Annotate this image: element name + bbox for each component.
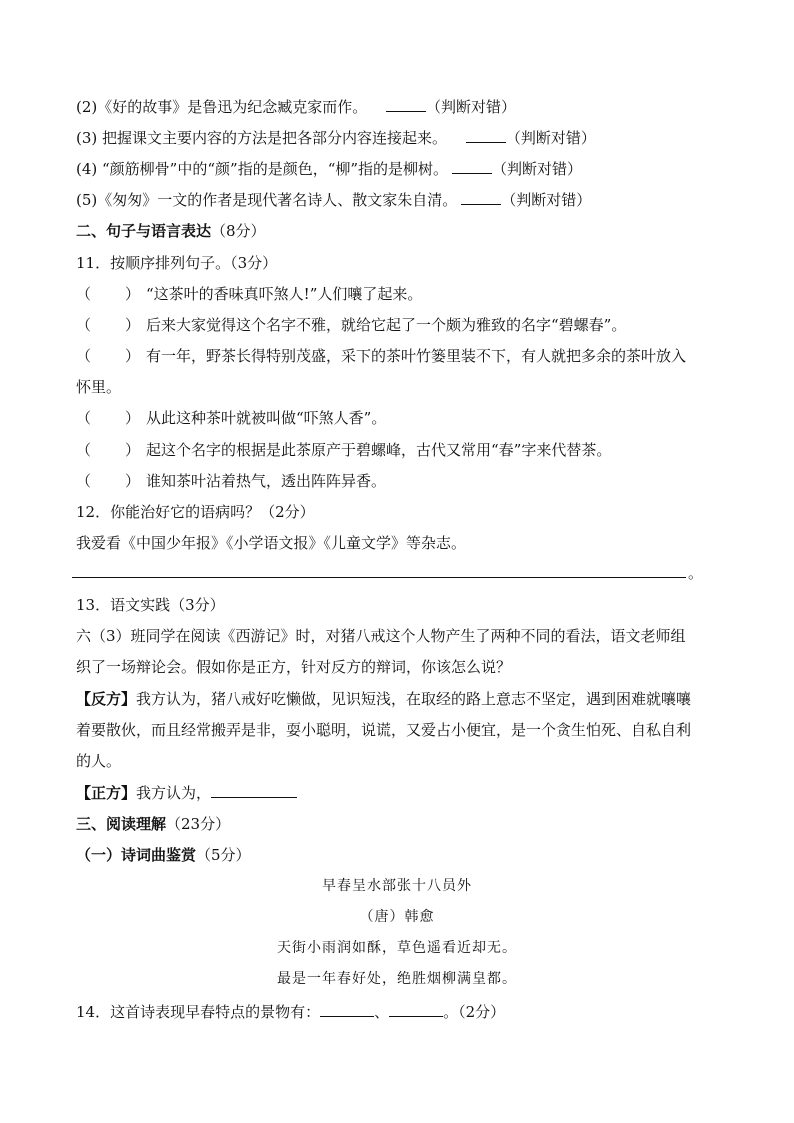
- poem-line-1: 天街小雨润如酥，草色遥看近却无。: [277, 940, 517, 956]
- q13-con-1: 【反方】我方认为，猪八戒好吃懒做，见识短浅，在取经的路上意志不坚定，遇到困难就嚷嚷: [76, 690, 692, 708]
- q11-title: 11．按顺序排列句子。（3分）: [76, 254, 278, 272]
- q11-sentence-3: （ ） 有一年，野茶长得特别茂盛，采下的茶叶竹篓里装不下，有人就把多余的茶叶放入: [76, 347, 687, 365]
- section-3-heading: 三、阅读理解（23分）: [76, 815, 231, 833]
- answer-blank[interactable]: [461, 189, 501, 205]
- answer-blank[interactable]: [386, 96, 426, 112]
- q11-sentence-2: （ ） 后来大家觉得这个名字不雅，就给它起了一个颇为雅致的名字“碧螺春”。: [76, 316, 627, 334]
- q13-con-2: 着要散伙，而且经常搬弄是非，耍小聪明，说谎，又爱占小便宜，是一个贪生怕死、自私自利: [76, 721, 692, 739]
- judge-item-5: (5)《匆匆》一文的作者是现代著名诗人、散文家朱自清。 （判断对错）: [76, 191, 592, 209]
- poem-title: 早春呈水部张十八员外: [322, 878, 472, 894]
- order-paren[interactable]: （ ）: [76, 285, 141, 303]
- q11-sentence-6: （ ） 谁知茶叶沾着热气，透出阵阵异香。: [76, 472, 387, 490]
- section-2-heading: 二、句子与语言表达（8分）: [76, 222, 266, 240]
- q12-title: 12．你能治好它的语病吗？（2分）: [76, 503, 315, 521]
- judge-item-3: (3) 把握课文主要内容的方法是把各部分内容连接起来。 （判断对错）: [76, 129, 596, 147]
- q12-answer-end: 。: [688, 564, 704, 582]
- q11-sentence-4: （ ） 从此这种茶叶就被叫做“吓煞人香”。: [76, 409, 387, 427]
- poem-author: （唐）韩愈: [359, 909, 435, 925]
- poem-line-2: 最是一年春好处，绝胜烟柳满皇都。: [277, 971, 517, 987]
- pro-label: 【正方】: [76, 784, 137, 802]
- q11-sentence-1: （ ） “这茶叶的香味真吓煞人!”人们嚷了起来。: [76, 285, 423, 303]
- q14-blank-2[interactable]: [389, 1001, 443, 1017]
- q14: 14．这首诗表现早春特点的景物有： 、 。（2分）: [76, 1003, 506, 1021]
- answer-blank[interactable]: [452, 158, 492, 174]
- answer-blank[interactable]: [466, 127, 506, 143]
- q13-title: 13．语文实践（3分）: [76, 596, 225, 614]
- subsection-1-heading: （一）诗词曲鉴赏（5分）: [76, 846, 251, 864]
- q13-prompt-2: 织了一场辩论会。假如你是正方，针对反方的辩词，你该怎么说？: [76, 658, 512, 676]
- q14-blank-1[interactable]: [320, 1001, 374, 1017]
- con-label: 【反方】: [76, 690, 137, 708]
- order-paren[interactable]: （ ）: [76, 441, 141, 459]
- order-paren[interactable]: （ ）: [76, 472, 141, 490]
- order-paren[interactable]: （ ）: [76, 409, 141, 427]
- order-paren[interactable]: （ ）: [76, 347, 141, 365]
- q13-prompt-1: 六（3）班同学在阅读《西游记》时，对猪八戒这个人物产生了两种不同的看法，语文老师组: [76, 627, 686, 645]
- q13-con-3: 的人。: [76, 752, 122, 770]
- q11-sentence-3-cont: 怀里。: [76, 378, 122, 396]
- pro-answer-blank[interactable]: [211, 782, 297, 798]
- q12-sentence: 我爱看《中国少年报》《小学语文报》《儿童文学》等杂志。: [76, 534, 467, 552]
- judge-item-4: (4) “颜筋柳骨”中的“颜”指的是颜色，“柳”指的是柳树。 （判断对错）: [76, 160, 583, 178]
- q11-sentence-5: （ ） 起这个名字的根据是此茶原产于碧螺峰，古代又常用“春”字来代替茶。: [76, 441, 612, 459]
- order-paren[interactable]: （ ）: [76, 316, 141, 334]
- q12-answer-line[interactable]: [72, 577, 686, 578]
- q13-pro: 【正方】我方认为，: [76, 782, 297, 803]
- judge-item-2: (2)《好的故事》是鲁迅为纪念臧克家而作。 （判断对错）: [76, 98, 517, 116]
